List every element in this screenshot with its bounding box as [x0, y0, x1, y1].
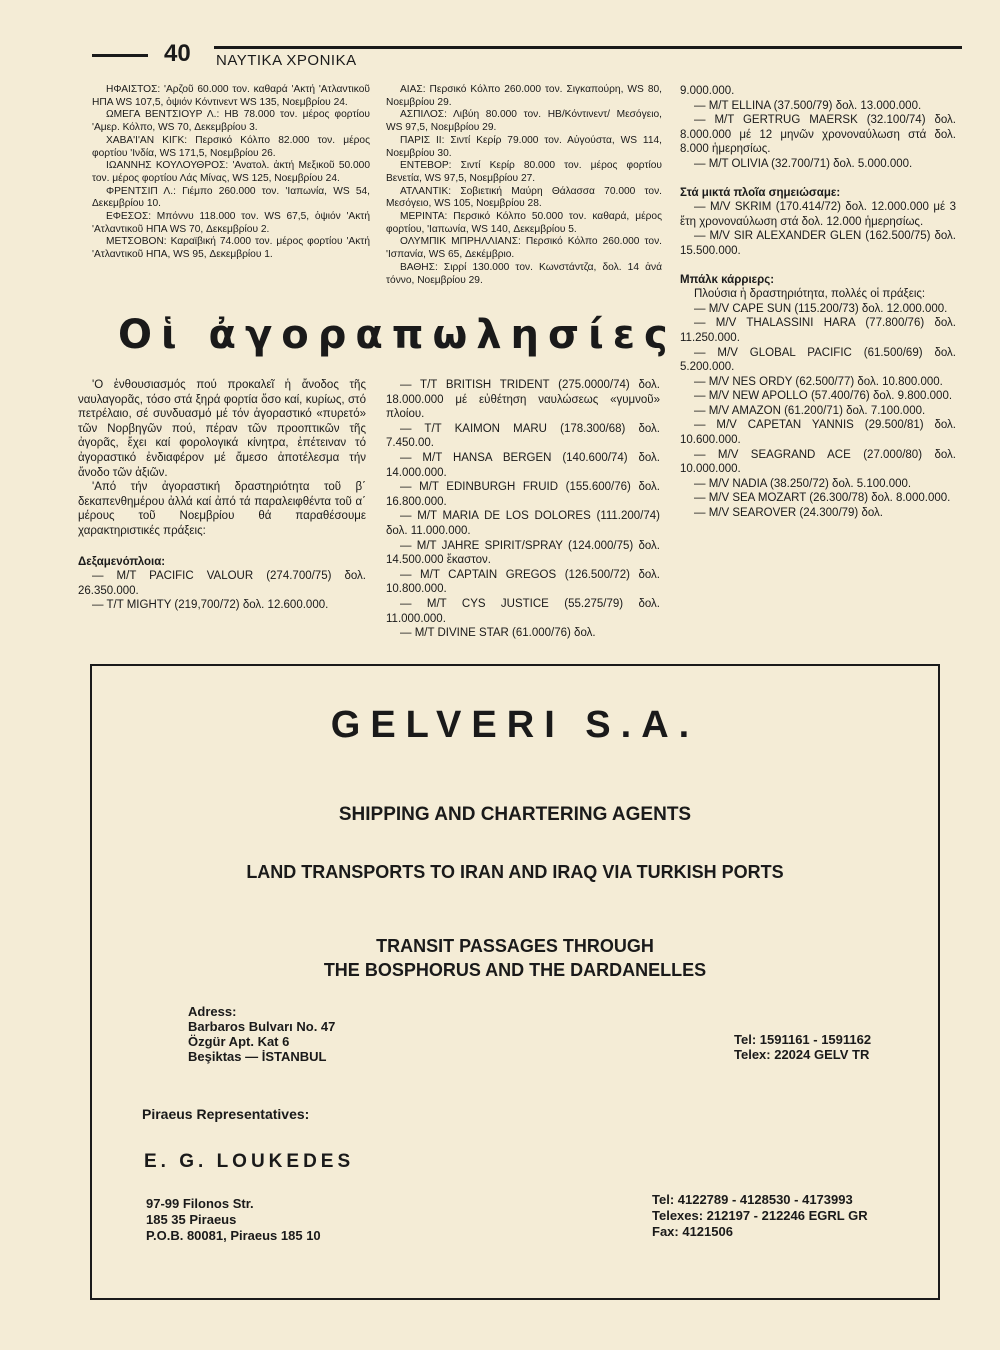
sale-entry: — M/T EDINBURGH FRUID (155.600/76) δολ. 16.800.000.	[386, 481, 660, 508]
intro-paragraph: 'Από τήν ἀγοραστική δραστηριότητα τοῦ β΄ δεκαπενθημέρου ἀλλά καί ἀπό τά παραλειφθέντα τοῦ α΄ μέρους τοῦ Νοεμβρίου θά παραθέσουμε χαρακτηριστικές πράξεις:	[78, 481, 366, 537]
sale-entry: — M/T DIVINE STAR (61.000/76) δολ.	[400, 627, 596, 640]
sale-entry: — M/V GLOBAL PACIFIC (61.500/69) δολ. 5.200.000.	[680, 346, 956, 374]
mixed-heading: Στά μικτά πλοῖα σημειώσαμε:	[680, 186, 841, 199]
sale-entry: — M/T OLIVIA (32.700/71) δολ. 5.000.000.	[694, 157, 913, 170]
sale-entry: — M/V SKRIM (170.414/72) δολ. 12.000.000 μέ 3 ἔτη χρονοναύλωση στά δολ. 12.000 ἡμερησίως.	[680, 201, 956, 228]
tankers-column	[386, 378, 660, 641]
ad-tel: Tel: 1591161 - 1591162	[734, 1032, 872, 1047]
charter-entry: ΑΙΑΣ: Περσικό Κόλπο 260.000 τον. Σιγκαπούρη, WS 80, Νοεμβρίου 29.	[386, 84, 662, 108]
sale-entry: — T/T KAIMON MARU (178.300/68) δολ. 7.450.00.	[386, 422, 660, 450]
ad-address-block	[188, 1004, 335, 1064]
charter-entry: ΩΜΕΓΑ ΒΕΝΤΣΙΟΥΡ Λ.: ΗΒ 78.000 τον. μέρος φορτίου 'Αμερ. Κόλπο, WS 70, Δεκεμβρίου 3.	[92, 109, 370, 134]
sale-entry: — M/V CAPETAN YANNIS (29.500/81) δολ. 10.600.000.	[680, 419, 956, 447]
header-rule-left	[92, 54, 148, 57]
charter-entry: ΦΡΕΝΤΣΙΠ Λ.: Γιέμπο 260.000 τον. 'Ιαπωνία, WS 54, Δεκεμβρίου 10.	[92, 185, 370, 210]
sale-entry: — M/T PACIFIC VALOUR (274.700/75) δολ. 26.350.000.	[78, 570, 366, 597]
charter-entry: ΕΦΕΣΟΣ: Μπόννυ 118.000 τον. WS 67,5, ὀψιόν 'Ακτή 'Ατλαντικοῦ ΗΠΑ WS 70, Δεκεμβρίου 2.	[92, 211, 370, 235]
ad-rep-name: E. G. LOUKEDES	[144, 1151, 355, 1172]
sale-entry: — M/V NADIA (38.250/72) δολ. 5.100.000.	[694, 477, 912, 490]
sale-entry: — M/V CAPE SUN (115.200/73) δολ. 12.000.000.	[694, 302, 948, 315]
continuation-text: 9.000.000.	[680, 85, 735, 97]
sale-entry: — M/T MARIA DE LOS DOLORES (111.200/74) δολ. 11.000.000.	[386, 510, 660, 537]
ad-address-line: Özgür Apt. Kat 6	[188, 1034, 290, 1049]
ad-rep-telex: Telexes: 212197 - 212246 EGRL GR	[652, 1208, 868, 1223]
ad-rep-address-line: P.O.B. 80081, Piraeus 185 10	[146, 1228, 321, 1243]
sale-entry: — M/T CYS JUSTICE (55.275/79) δολ. 11.000.000.	[386, 597, 660, 625]
sale-entry: — M/V SEA MOZART (26.300/78) δολ. 8.000.000.	[694, 492, 951, 505]
charter-entry: ΜΕΤΣΟΒΟΝ: Καραϊβική 74.000 τον. μέρος φορτίου 'Ακτή 'Ατλαντικοῦ ΗΠΑ, WS 95, Δεκεμβρίου 1.	[92, 236, 370, 261]
charter-list-col2	[386, 84, 662, 287]
bulk-intro: Πλούσια ἡ δραστηριότητα, πολλές οἱ πράξεις:	[694, 288, 926, 301]
sale-entry: — M/V SEAROVER (24.300/79) δολ.	[694, 507, 883, 520]
charter-entry: ΜΕΡΙΝΤΑ: Περσικό Κόλπο 50.000 τον. καθαρά, μέρος φορτίου, 'Ιαπωνία, WS 140, Δεκεμβρίου 5.	[386, 211, 662, 235]
charter-entry: ΧΑΒΑ'Ι'ΑΝ ΚΙΓΚ: Περσικό Κόλπο 82.000 τον. μέρος φορτίου 'Ινδία, WS 171,5, Νοεμβρίου 26.	[92, 134, 370, 159]
charter-entry: ΒΑΘΗΣ: Σιρρί 130.000 τον. Κωνστάντζα, δολ. 14 ἀνά τόννο, Νοεμβρίου 29.	[386, 261, 662, 286]
sale-entry: — M/V SIR ALEXANDER GLEN (162.500/75) δολ. 15.500.000.	[680, 230, 956, 257]
ad-rep-address-line: 185 35 Piraeus	[146, 1212, 237, 1227]
charter-entry: ΠΑΡΙΣ ΙΙ: Σιντί Κερίρ 79.000 τον. Αὐγούστα, WS 114, Νοεμβρίου 30.	[386, 134, 662, 159]
ad-address-line: Barbaros Bulvarı No. 47	[188, 1019, 336, 1034]
ad-reps-label: Piraeus Representatives:	[142, 1106, 310, 1122]
sale-entry: — M/T CAPTAIN GREGOS (126.500/72) δολ. 10.800.000.	[386, 568, 660, 596]
sale-entry: — M/V SEAGRAND ACE (27.000/80) δολ. 10.000.000.	[680, 448, 956, 476]
sale-entry: — T/T BRITISH TRIDENT (275.0000/74) δολ. 18.000.000 μέ εὐθέτηση ναυλώσεως «γυμνοῦ» πλοίου.	[386, 379, 660, 421]
charter-entry: ΗΦΑΙΣΤΟΣ: 'Αρζοῦ 60.000 τον. καθαρά 'Ακτή 'Ατλαντικοῦ ΗΠΑ WS 107,5, ὀψιόν Κόντινεντ WS 135, Νοεμβρίου 24.	[92, 84, 370, 108]
sale-entry: — M/V NEW APOLLO (57.400/76) δολ. 9.800.000.	[694, 390, 953, 403]
tankers-heading: Δεξαμενόπλοια:	[78, 555, 166, 568]
ad-tagline-transit	[92, 934, 938, 982]
intro-paragraph: 'Ο ἐνθουσιασμός πού προκαλεῖ ἡ ἄνοδος τῆς ναυλαγορᾶς, τόσο στά ξηρά φορτία ὅσο καί, κυρίως, στό πετρέλαιο, σέ συνδυασμό μέ τόν ἀγοραστικό «πυρετό» τῶν Νορβηγῶν πού, πέραν τῶν προοπτικῶν τῆς ἀγορᾶς, ἔχει καί φορολογικά κίνητρα, ἐπέτειναν τό ἀγοραστικό ἐνδιαφέρον μέ ἄμεσο ἀποτέλεσμα τήν ἄνοδο τῶν ἀξιῶν.	[78, 379, 366, 479]
charter-entry: ΑΣΠΙΛΟΣ: Λιβύη 80.000 τον. ΗΒ/Κόντινεντ/ Μεσόγειο, WS 97,5, Νοεμβρίου 29.	[386, 109, 662, 134]
ad-rep-address	[146, 1196, 321, 1244]
charter-entry: ΟΛΥΜΠΙΚ ΜΠΡΗΛΛΙΑΝΣ: Περσικό Κόλπο 260.000 τον. 'Ισπανία, WS 65, Δεκέμβριο.	[386, 236, 662, 261]
ad-company-name: GELVERI S.A.	[330, 704, 700, 746]
sale-entry: — M/T ELLINA (37.500/79) δολ. 13.000.000.	[694, 99, 922, 112]
publication-title: ΝΑΥΤΙΚΑ ΧΡΟΝΙΚΑ	[216, 52, 357, 69]
ad-tagline-transport: LAND TRANSPORTS TO IRAN AND IRAQ VIA TURKISH PORTS	[246, 862, 784, 882]
charter-entry: ΑΤΛΑΝΤΙΚ: Σοβιετική Μαύρη Θάλασσα 70.000 τον. Μεσόγειο, WS 105, Νοεμβρίου 28.	[386, 185, 662, 210]
page-number: 40	[164, 40, 191, 67]
ad-rep-fax: Fax: 4121506	[652, 1224, 733, 1239]
ad-address-line: Beşiktas — İSTANBUL	[188, 1049, 327, 1064]
ad-rep-contact	[652, 1192, 868, 1240]
sale-entry: — M/V AMAZON (61.200/71) δολ. 7.100.000.	[694, 404, 926, 417]
sale-entry: — M/T JAHRE SPIRIT/SPRAY (124.000/75) δολ. 14.500.000 ἕκαστον.	[386, 539, 660, 567]
intro-column	[78, 378, 366, 613]
sale-entry: — M/T HANSA BERGEN (140.600/74) δολ. 14.000.000.	[386, 451, 660, 479]
sale-entry: — M/T GERTRUG MAERSK (32.100/74) δολ. 8.000.000 μέ 12 μηνῶν χρονοναύλωση στά δολ. 8.000 ἡμερησίως.	[680, 114, 956, 156]
ad-rep-address-line: 97-99 Filonos Str.	[146, 1196, 254, 1211]
bulk-heading: Μπάλκ κάρριερς:	[680, 273, 775, 286]
sale-entry: — M/V THALASSINI HARA (77.800/76) δολ. 11.250.000.	[680, 317, 956, 344]
charter-list-col1	[92, 84, 370, 262]
ad-address-label: Adress:	[188, 1004, 237, 1019]
charter-entry: ΕΝΤΕΒΟΡ: Σιντί Κερίρ 80.000 τον. μέρος φορτίου Βενετία, WS 97,5, Νοεμβρίου 27.	[386, 160, 662, 184]
sale-entry: — T/T MIGHTY (219,700/72) δολ. 12.600.000.	[92, 599, 329, 612]
charter-entry: ΙΩΑΝΝΗΣ ΚΟΥΛΟΥΘΡΟΣ: 'Ανατολ. ἀκτή Μεξικοῦ 50.000 τον. μέρος φορτίου Λάς Μίνας, WS 125, Νοεμβρίου 24.	[92, 160, 370, 184]
ad-transit-line-1: TRANSIT PASSAGES THROUGH	[376, 936, 654, 956]
page-header	[92, 42, 962, 76]
ad-telex: Telex: 22024 GELV TR	[734, 1047, 870, 1062]
ad-tagline-shipping: SHIPPING AND CHARTERING AGENTS	[338, 804, 692, 825]
bulk-column	[680, 84, 956, 521]
sale-entry: — M/V NES ORDY (62.500/77) δολ. 10.800.000.	[694, 375, 943, 388]
ad-contact-block	[734, 1032, 871, 1062]
section-title: Οἱ ἀγοραπωλησίες	[118, 312, 677, 358]
gelveri-advertisement	[90, 664, 940, 1300]
ad-transit-line-2: THE BOSPHORUS AND THE DARDANELLES	[323, 960, 707, 980]
header-rule-right	[214, 46, 962, 49]
ad-rep-tel: Tel: 4122789 - 4128530 - 4173993	[652, 1192, 853, 1207]
